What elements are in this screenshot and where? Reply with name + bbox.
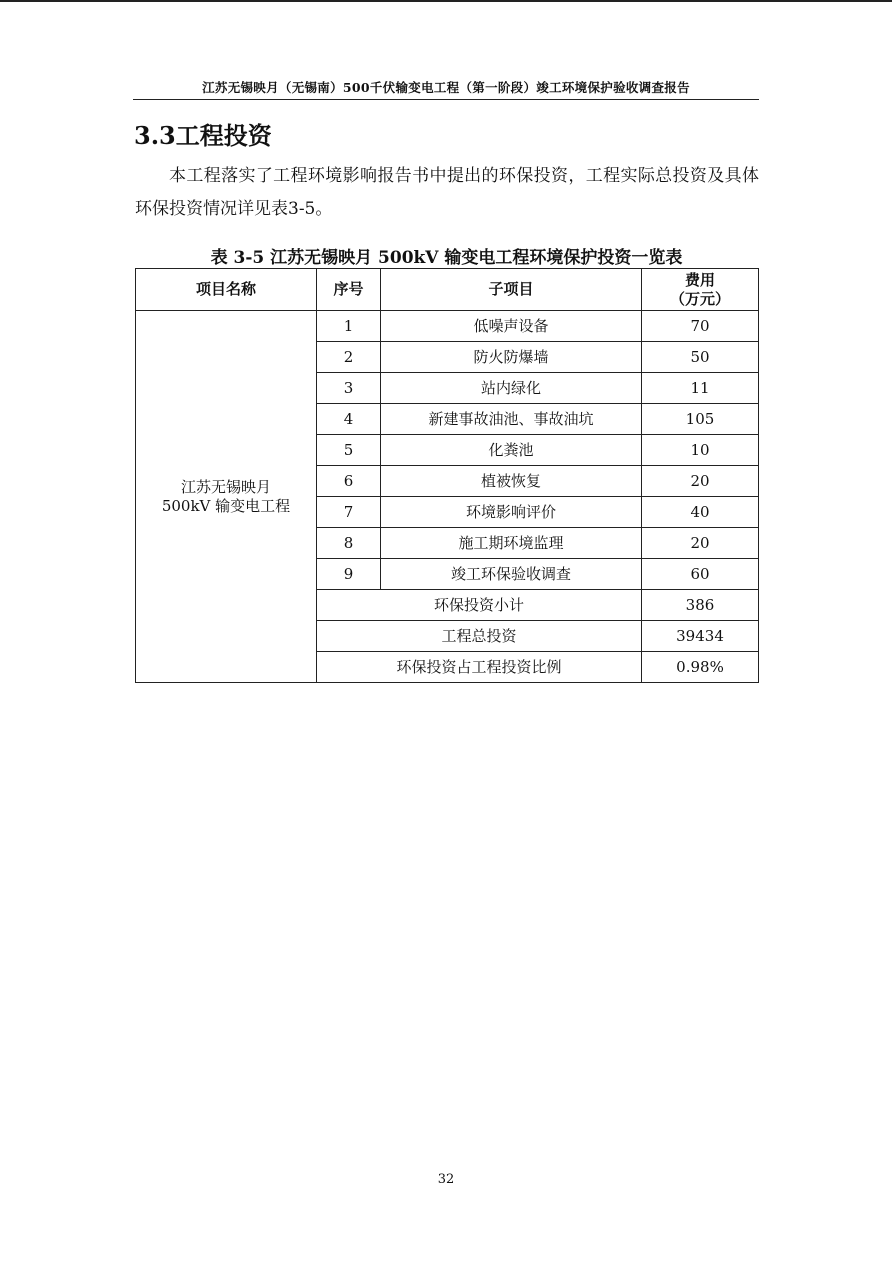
summary-label-cell: 环保投资占工程投资比例 [317, 652, 642, 683]
project-name-line2: 500kV 输变电工程 [161, 496, 291, 515]
summary-label-cell: 环保投资小计 [317, 590, 642, 621]
cost-cell: 60 [642, 559, 759, 590]
seq-cell: 9 [317, 559, 381, 590]
cost-cell: 105 [642, 404, 759, 435]
seq-cell: 2 [317, 342, 381, 373]
cost-cell: 20 [642, 466, 759, 497]
header-seq: 序号 [317, 269, 381, 311]
sub-item-cell: 施工期环境监理 [381, 528, 642, 559]
page-number: 32 [437, 1172, 455, 1187]
sub-item-cell: 环境影响评价 [381, 497, 642, 528]
cost-cell: 70 [642, 311, 759, 342]
summary-label-cell: 工程总投资 [317, 621, 642, 652]
cost-cell: 20 [642, 528, 759, 559]
sub-item-cell: 化粪池 [381, 435, 642, 466]
cost-cell: 10 [642, 435, 759, 466]
sub-item-cell: 站内绿化 [381, 373, 642, 404]
header-sub-item: 子项目 [381, 269, 642, 311]
page-top-border [0, 0, 892, 2]
header-divider [133, 99, 759, 100]
sub-item-cell: 低噪声设备 [381, 311, 642, 342]
project-name-line1: 江苏无锡映月 [180, 477, 271, 496]
body-paragraph: 本工程落实了工程环境影响报告书中提出的环保投资，工程实际总投资及具体环保投资情况详见表3-5。 [135, 166, 759, 219]
table-header-row [136, 269, 759, 311]
seq-cell: 6 [317, 466, 381, 497]
seq-cell: 3 [317, 373, 381, 404]
header-cost [642, 269, 759, 311]
project-name-cell [136, 311, 317, 683]
table-caption: 表 3-5 江苏无锡映月 500kV 输变电工程环境保护投资一览表 [210, 248, 683, 268]
seq-cell: 7 [317, 497, 381, 528]
sub-item-cell: 新建事故油池、事故油坑 [381, 404, 642, 435]
summary-value-cell: 0.98% [642, 652, 759, 683]
header-project-name: 项目名称 [136, 269, 317, 311]
summary-value-cell: 39434 [642, 621, 759, 652]
seq-cell: 4 [317, 404, 381, 435]
report-header-title: 江苏无锡映月（无锡南）500千伏输变电工程（第一阶段）竣工环境保护验收调查报告 [202, 80, 690, 95]
table-row [136, 311, 759, 342]
cost-cell: 40 [642, 497, 759, 528]
cost-cell: 11 [642, 373, 759, 404]
seq-cell: 8 [317, 528, 381, 559]
sub-item-cell: 防火防爆墙 [381, 342, 642, 373]
header-cost-line1: 费用 [684, 270, 715, 289]
seq-cell: 5 [317, 435, 381, 466]
section-heading: 3.3工程投资 [134, 121, 272, 150]
sub-item-cell: 竣工环保验收调查 [381, 559, 642, 590]
header-cost-line2: （万元） [669, 289, 730, 308]
summary-value-cell: 386 [642, 590, 759, 621]
investment-table [135, 268, 759, 683]
cost-cell: 50 [642, 342, 759, 373]
seq-cell: 1 [317, 311, 381, 342]
sub-item-cell: 植被恢复 [381, 466, 642, 497]
